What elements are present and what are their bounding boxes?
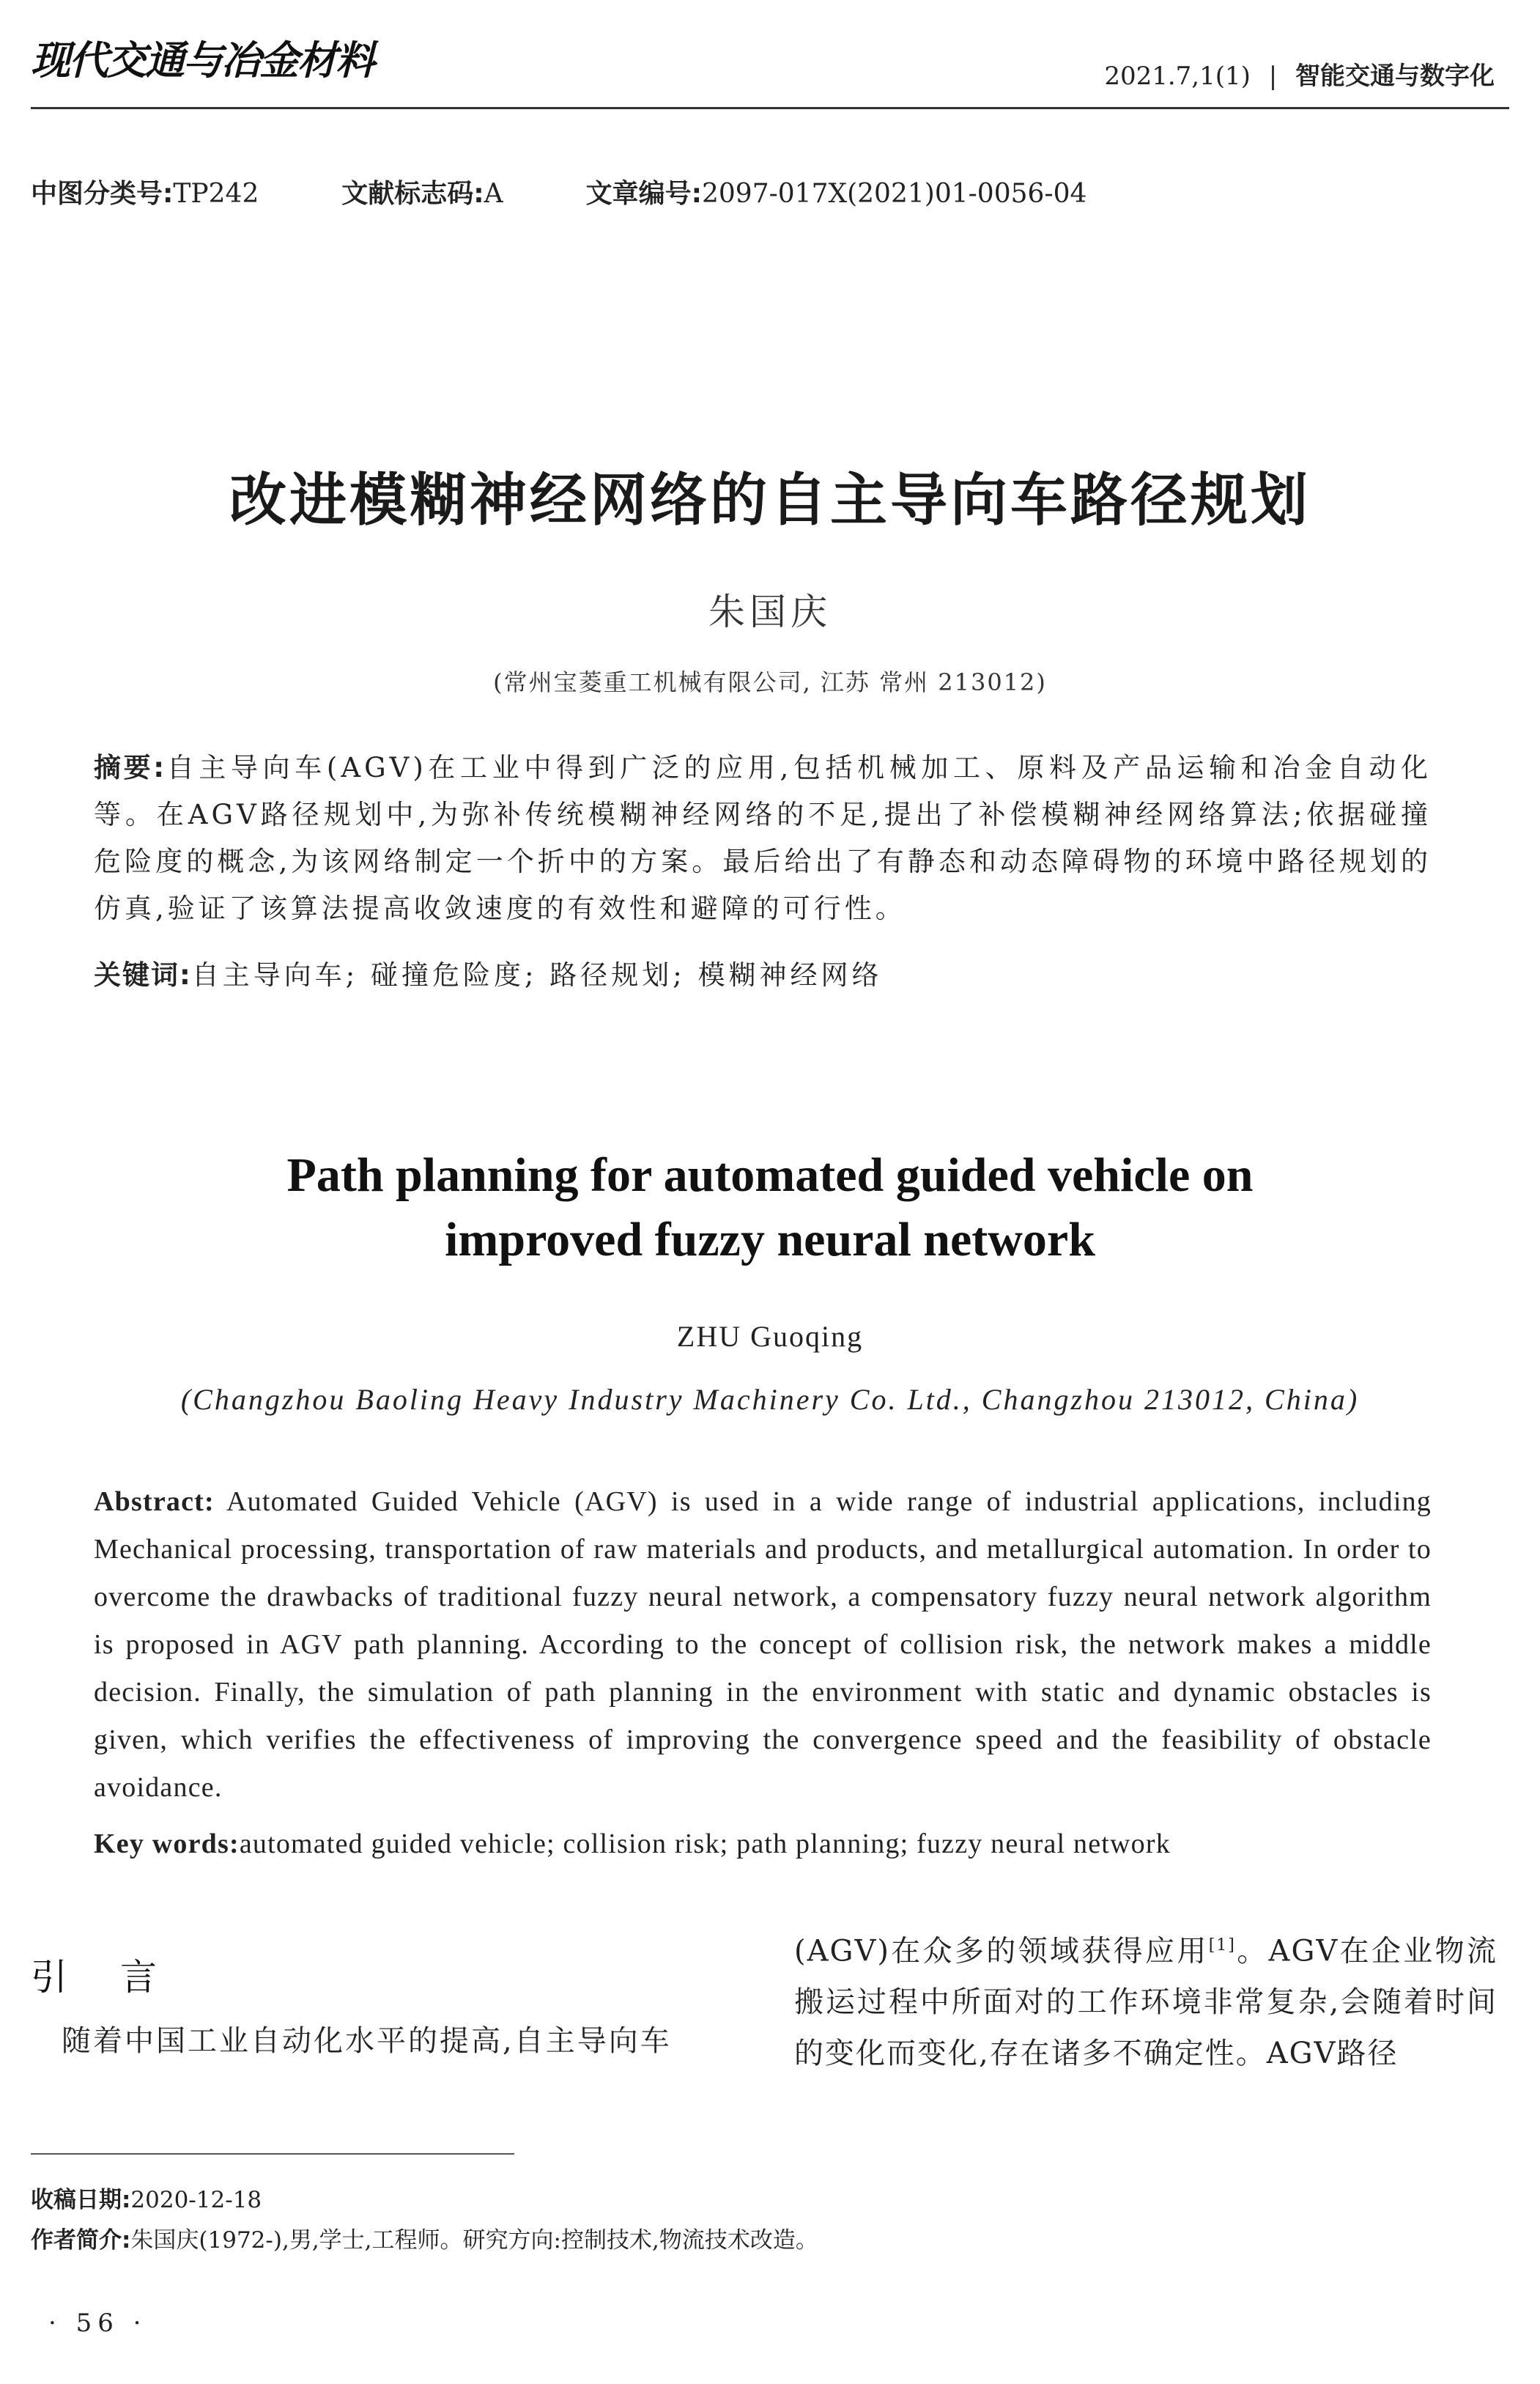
intro-left-column: 随着中国工业自动化水平的提高,自主导向车 [62, 2024, 672, 2058]
article-meta [31, 173, 1086, 210]
bio-value: 朱国庆(1972-),男,学士,工程师。研究方向:控制技术,物流技术改造。 [130, 2227, 818, 2254]
affiliation-english: (Changzhou Baoling Heavy Industry Machinery Co. Ltd., Changzhou 213012, China) [180, 1383, 1360, 1416]
citation-ref: [1] [1208, 1936, 1236, 1955]
keywords-english [94, 1828, 1432, 1860]
title-en-line-2: improved fuzzy neural network [445, 1213, 1095, 1266]
intro-heading-char-2: 言 [120, 1956, 157, 1999]
intro-right-column [794, 1920, 1498, 2079]
abstract-cn-label: 摘要: [94, 752, 166, 783]
bio-label: 作者简介: [31, 2227, 131, 2254]
keywords-chinese [94, 953, 1432, 992]
footnote-received [31, 2181, 262, 2214]
article-no-value: 2097-017X(2021)01-0056-04 [701, 179, 1087, 209]
clc-label: 中图分类号: [31, 179, 174, 209]
abstract-chinese [94, 745, 1432, 932]
clc-value: TP242 [173, 179, 259, 209]
header-rule [31, 107, 1509, 109]
intro-right-text-2: 。AGV在企业物流搬运过程中所面对的工作环境非常复杂,会随着时间的变化而变化,存在诸多不确定性。AGV路径 [794, 1934, 1498, 2071]
affiliation-chinese: (常州宝菱重工机械有限公司, 江苏 常州 213012) [493, 668, 1047, 696]
author-chinese: 朱国庆 [708, 591, 832, 633]
section-name: 智能交通与数字化 [1295, 62, 1495, 91]
doc-code-value: A [484, 179, 503, 209]
intro-right-text-1: (AGV)在众多的领域获得应用 [794, 1934, 1209, 1968]
keywords-cn-label: 关键词: [94, 959, 192, 991]
abstract-en-text: Automated Guided Vehicle (AGV) is used in a wide range of industrial applications, including Mechanical processing, transportation of raw materials and products, and metallurgical automation. In order to overcome the drawbacks of traditional fuzzy neural network, a compensatory fuzzy neural network algorithm is proposed in AGV path planning. According to the concept of collision risk, the network makes a middle decision. Finally, the simulation of path planning in the environment with static and dynamic obstacles is given, which verifies the effectiveness of improving the convergence speed and the feasibility of obstacle avoidance. [94, 1486, 1432, 1803]
title-english [0, 1143, 1540, 1272]
journal-name: 现代交通与冶金材料 [31, 37, 374, 84]
issue-info [1104, 56, 1495, 92]
keywords-en-text: automated guided vehicle; collision risk; path planning; fuzzy neural network [239, 1828, 1171, 1859]
received-value: 2020-12-18 [130, 2187, 262, 2213]
title-en-line-1: Path planning for automated guided vehicle on [286, 1148, 1254, 1202]
page-number: · 56 · [48, 2309, 147, 2338]
doc-code-label: 文献标志码: [341, 179, 484, 209]
abstract-english [94, 1478, 1432, 1812]
keywords-cn-text: 自主导向车; 碰撞危险度; 路径规划; 模糊神经网络 [191, 959, 883, 991]
issue-number: 2021.7,1(1) [1104, 62, 1251, 91]
abstract-en-label: Abstract: [94, 1486, 215, 1517]
abstract-cn-text: 自主导向车(AGV)在工业中得到广泛的应用,包括机械加工、原料及产品运输和冶金自动化等。在AGV路径规划中,为弥补传统模糊神经网络的不足,提出了补偿模糊神经网络算法;依据碰撞危险度的概念,为该网络制定一个折中的方案。最后给出了有静态和动态障碍物的环境中路径规划的仿真,验证了该算法提高收敛速度的有效性和避障的可行性。 [94, 752, 1432, 924]
received-label: 收稿日期: [31, 2187, 131, 2213]
header-separator: | [1268, 62, 1278, 91]
keywords-en-label: Key words: [94, 1828, 240, 1859]
author-english: ZHU Guoqing [676, 1320, 864, 1353]
intro-heading-char-1: 引 [31, 1956, 67, 1999]
footnote-author-bio [31, 2221, 818, 2254]
section-heading-intro [31, 1948, 210, 2001]
title-chinese: 改进模糊神经网络的自主导向车路径规划 [229, 468, 1311, 534]
footnote-rule [31, 2153, 514, 2155]
article-no-label: 文章编号: [585, 179, 702, 209]
